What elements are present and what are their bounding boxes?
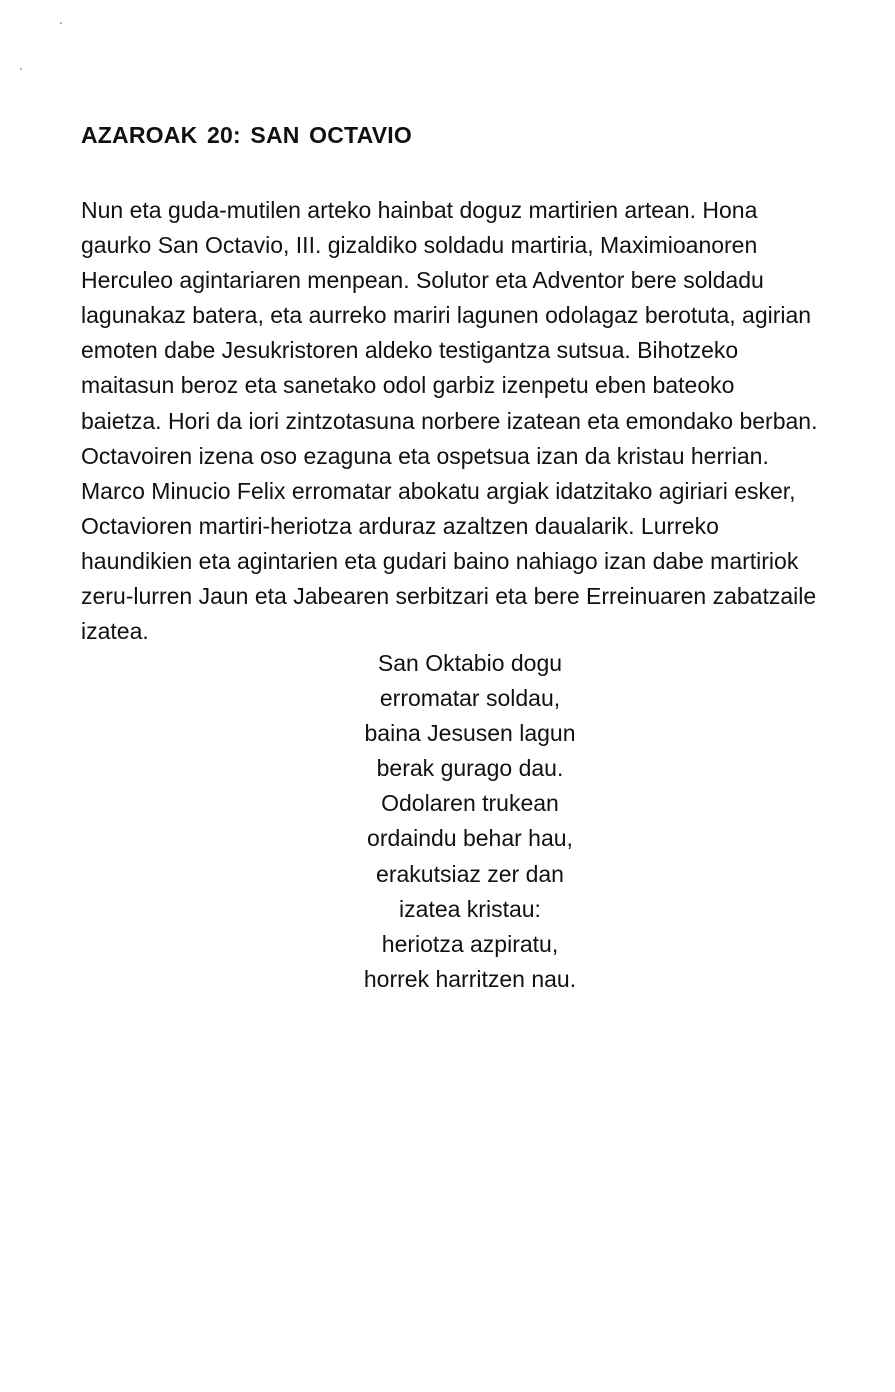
poem-verse: izatea kristau: xyxy=(399,895,541,922)
poem-verse: baina Jesusen lagun xyxy=(364,720,576,747)
poem-verse: erromatar soldau, xyxy=(379,685,561,712)
document-title: AZAROAK 20: SAN OCTAVIO xyxy=(81,122,412,148)
paragraph-line: maitasun beroz eta sanetako odol garbiz izenpetu eben bateoko xyxy=(81,372,735,399)
paragraph-line: lagunakaz batera, eta aurreko mariri lagunen odolagaz berotuta, agirian xyxy=(81,302,812,329)
paragraph-line: Nun eta guda-mutilen arteko hainbat doguz martirien artean. Hona xyxy=(81,197,758,223)
poem-verse: San Oktabio dogu xyxy=(377,650,563,676)
body-paragraph xyxy=(81,193,871,649)
paragraph-line: Octavioren martiri-heriotza arduraz azaltzen daualarik. Lurreko xyxy=(81,512,719,539)
paragraph-line: baietza. Hori da iori zintzotasuna norbere izatean eta emondako berban. xyxy=(81,407,818,434)
paragraph-line: izatea. xyxy=(81,618,149,645)
paragraph-line: haundikien eta agintarien eta gudari baino nahiago izan dabe martiriok xyxy=(81,547,799,574)
paragraph-line: Octavoiren izena oso ezaguna eta ospetsua izan da kristau herrian. xyxy=(81,442,769,469)
poem-verse: horrek harritzen nau. xyxy=(363,965,577,992)
paragraph-line: zeru-lurren Jaun eta Jabearen serbitzari eta bere Erreinuaren zabatzaile xyxy=(81,583,817,610)
poem-verse: ordaindu behar hau, xyxy=(367,825,573,852)
poem-verse: heriotza azpiratu, xyxy=(381,930,559,957)
poem xyxy=(300,646,640,997)
paragraph-line: emoten dabe Jesukristoren aldeko testigantza sutsua. Bihotzeko xyxy=(81,337,739,364)
scan-speck xyxy=(20,68,22,70)
poem-verse: erakutsiaz zer dan xyxy=(376,860,564,887)
paragraph-line: gaurko San Octavio, III. gizaldiko soldadu martiria, Maximioanoren xyxy=(81,232,758,259)
poem-verse: Odolaren trukean xyxy=(381,790,559,817)
scan-speck xyxy=(60,22,62,24)
paragraph-line: Marco Minucio Felix erromatar abokatu argiak idatzitako agiriari esker, xyxy=(81,477,796,504)
poem-verse: berak gurago dau. xyxy=(376,755,564,782)
paragraph-line: Herculeo agintariaren menpean. Solutor eta Adventor bere soldadu xyxy=(81,267,764,294)
